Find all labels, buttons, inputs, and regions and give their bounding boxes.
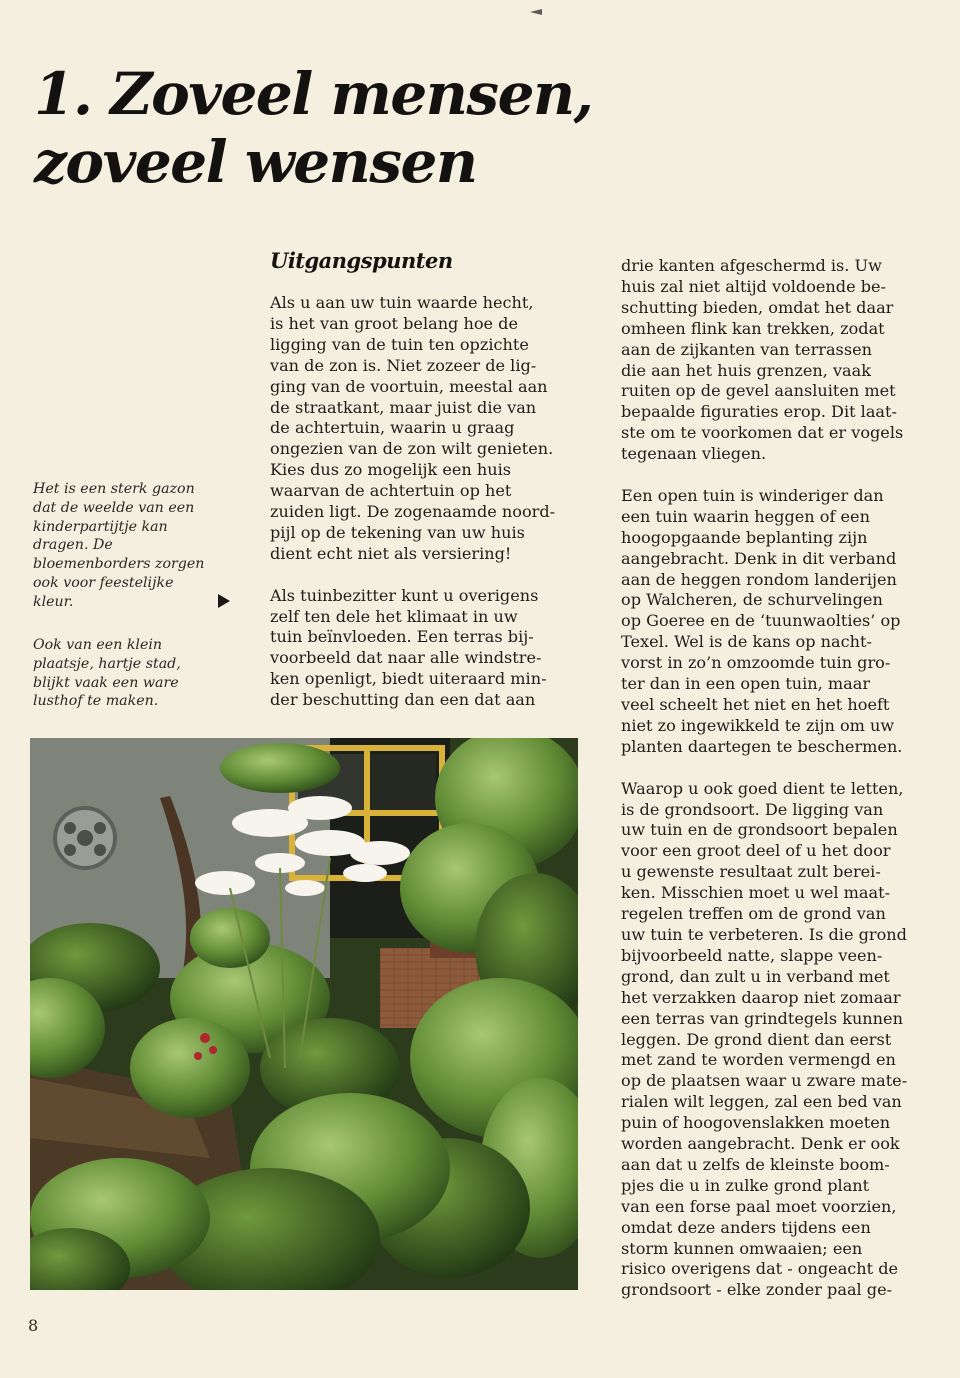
text-line: voorbeeld dat naar alle windstre-: [270, 648, 542, 668]
text-line: worden aangebracht. Denk er ook: [621, 1134, 900, 1154]
text-line: op de plaatsen waar u zware mate-: [621, 1071, 908, 1091]
text-line: hoogopgaande beplanting zijn: [621, 527, 868, 547]
text-line: voor een groot deel of u het door: [621, 841, 891, 861]
chapter-title-line: 1. Zoveel mensen,: [34, 60, 593, 128]
text-line: aan de zijkanten van terrassen: [621, 339, 872, 359]
body-column-right: [621, 256, 933, 1322]
garden-photo: [30, 738, 578, 1290]
garden-illustration: [30, 738, 578, 1290]
text-line: niet zo ingewikkeld te zijn om uw: [621, 715, 895, 735]
caption-line: bloemenborders zorgen: [33, 556, 205, 573]
text-line: Texel. Wel is de kans op nacht-: [621, 632, 872, 652]
text-line: de achtertuin, waarin u graag: [270, 418, 515, 438]
text-line: is het van groot belang hoe de: [270, 313, 518, 333]
text-line: een terras van grindtegels kunnen: [621, 1008, 903, 1028]
text-line: waarvan de achtertuin op het: [270, 481, 512, 501]
text-line: dient echt niet als versiering!: [270, 543, 512, 563]
text-line: tegenaan vliegen.: [621, 444, 767, 464]
section-heading: Uitgangspunten: [270, 248, 453, 273]
printer-mark-icon: [528, 8, 546, 16]
photo-caption: [33, 480, 225, 612]
text-line: aan de heggen rondom landerijen: [621, 569, 897, 589]
round-window: [55, 808, 115, 868]
caption-line: lusthof te maken.: [33, 693, 159, 710]
text-line: ter dan in een open tuin, maar: [621, 674, 871, 694]
text-line: rialen wilt leggen, zal een bed van: [621, 1092, 902, 1112]
caption-line: kinderpartijtje kan: [33, 518, 168, 535]
caption-line: kleur.: [33, 593, 74, 610]
text-line: Waarop u ook goed dient te letten,: [621, 778, 904, 798]
text-line: uw tuin te verbeteren. Is die grond: [621, 924, 907, 944]
body-paragraph: [621, 256, 933, 465]
body-paragraph: [621, 486, 933, 758]
text-line: ruiten op de gevel aansluiten met: [621, 381, 896, 401]
text-line: aan dat u zelfs de kleinste boom-: [621, 1154, 890, 1174]
text-line: omdat deze anders tijdens een: [621, 1217, 871, 1237]
text-line: ligging van de tuin ten opzichte: [270, 334, 529, 354]
text-line: leggen. De grond dient dan eerst: [621, 1029, 892, 1049]
page-number: 8: [28, 1316, 39, 1335]
text-line: u gewenste resultaat zult berei-: [621, 862, 881, 882]
text-line: zuiden ligt. De zogenaamde noord-: [270, 502, 556, 522]
text-line: op Walcheren, de schurvelingen: [621, 590, 883, 610]
chapter-title-line: zoveel wensen: [34, 128, 477, 196]
text-line: drie kanten afgeschermd is. Uw: [621, 256, 882, 275]
text-line: planten daartegen te beschermen.: [621, 736, 903, 756]
text-line: bijvoorbeeld natte, slappe veen-: [621, 945, 883, 965]
text-line: vorst in zo’n omzoomde tuin gro-: [621, 653, 891, 673]
text-line: van een forse paal moet voorzien,: [621, 1196, 897, 1216]
caption-pointer-icon: [218, 594, 230, 608]
text-line: uw tuin en de grondsoort bepalen: [621, 820, 898, 840]
text-line: Als tuinbezitter kunt u overigens: [270, 585, 539, 605]
text-line: op Goeree en de ‘tuunwaolties’ op: [621, 611, 901, 631]
body-paragraph: [621, 779, 933, 1302]
text-line: pijl op de tekening van uw huis: [270, 522, 525, 542]
text-line: grond, dan zult u in verband met: [621, 966, 890, 986]
text-line: bepaalde figuraties erop. Dit laat-: [621, 402, 897, 422]
text-line: Als u aan uw tuin waarde hecht,: [270, 293, 534, 312]
text-line: van de zon is. Niet zozeer de lig-: [270, 355, 537, 375]
text-line: risico overigens dat - ongeacht de: [621, 1259, 899, 1279]
text-line: zelf ten dele het klimaat in uw: [270, 606, 518, 626]
text-line: ging van de voortuin, meestal aan: [270, 376, 548, 396]
chapter-title: [34, 60, 592, 196]
text-line: Kies dus zo mogelijk een huis: [270, 460, 511, 480]
text-line: storm kunnen omwaaien; een: [621, 1238, 863, 1258]
text-line: die aan het huis grenzen, vaak: [621, 360, 872, 380]
caption-line: Ook van een klein: [33, 637, 163, 653]
text-line: ken. Misschien moet u wel maat-: [621, 883, 891, 903]
caption-line: dat de weelde van een: [33, 499, 195, 516]
photo-caption: [33, 636, 225, 711]
body-paragraph: [270, 293, 585, 565]
text-line: pjes die u in zulke grond plant: [621, 1175, 870, 1195]
caption-line: ook voor feestelijke: [33, 574, 174, 591]
text-line: ongezien van de zon wilt genieten.: [270, 439, 554, 459]
text-line: een tuin waarin heggen of een: [621, 506, 870, 526]
text-line: ste om te voorkomen dat er vogels: [621, 423, 904, 443]
body-column-middle: [270, 293, 585, 732]
text-line: met zand te worden vermengd en: [621, 1050, 896, 1070]
text-line: is de grondsoort. De ligging van: [621, 799, 884, 819]
text-line: grondsoort - elke zonder paal ge-: [621, 1280, 893, 1300]
text-line: regelen treffen om de grond van: [621, 904, 886, 924]
caption-line: Het is een sterk gazon: [33, 481, 195, 497]
text-line: omheen flink kan trekken, zodat: [621, 318, 885, 338]
text-line: ken openligt, biedt uiteraard min-: [270, 669, 547, 689]
text-line: het verzakken daarop niet zomaar: [621, 987, 901, 1007]
caption-line: dragen. De: [33, 537, 113, 554]
text-line: Een open tuin is winderiger dan: [621, 485, 884, 505]
text-line: de straatkant, maar juist die van: [270, 397, 537, 417]
text-line: schutting bieden, omdat het daar: [621, 297, 894, 317]
text-line: veel scheelt het niet en het hoeft: [621, 695, 890, 715]
text-line: der beschutting dan een dat aan: [270, 690, 536, 710]
body-paragraph: [270, 586, 585, 711]
text-line: tuin beïnvloeden. Een terras bij-: [270, 627, 534, 647]
text-line: aangebracht. Denk in dit verband: [621, 548, 897, 568]
text-line: huis zal niet altijd voldoende be-: [621, 276, 886, 296]
caption-line: plaatsje, hartje stad,: [33, 655, 181, 672]
text-line: puin of hoogovenslakken moeten: [621, 1113, 891, 1133]
caption-line: blijkt vaak een ware: [33, 674, 179, 691]
